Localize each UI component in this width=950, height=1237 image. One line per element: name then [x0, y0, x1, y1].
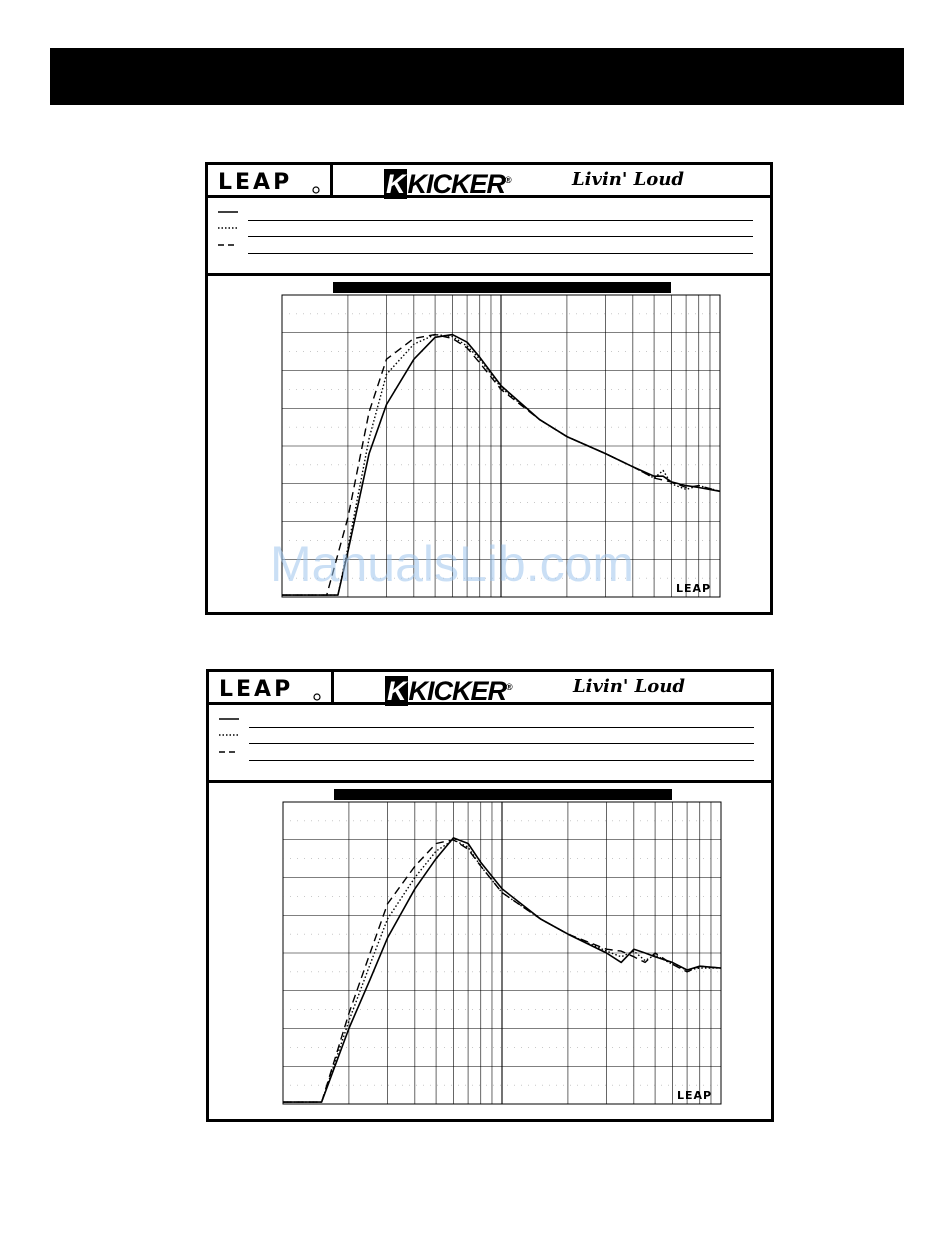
svg-text:LEAP: LEAP — [219, 677, 294, 702]
frequency-response-plot — [208, 276, 770, 612]
legend-label-line — [248, 253, 753, 254]
legend-label-line — [249, 727, 754, 728]
solid-line-swatch — [218, 207, 240, 217]
dotted-line-swatch — [218, 223, 240, 233]
plot-title — [334, 789, 672, 800]
solid-line-swatch — [219, 714, 241, 724]
legend-label-line — [248, 236, 753, 237]
plot-leap-logo: LEAP — [677, 1089, 713, 1102]
leap-logo — [209, 672, 334, 702]
legend-item-dashed — [219, 747, 754, 763]
watermark: ManualsLib.com — [270, 536, 635, 592]
leap-logo-graphic — [208, 165, 333, 195]
plot-area — [209, 783, 771, 1119]
kicker-logo: K KICKER® — [386, 169, 511, 199]
legend-item-dotted — [218, 223, 753, 239]
plot-leap-logo: LEAP — [676, 582, 712, 595]
response-chart-sheet-1 — [205, 162, 773, 615]
plot-title — [333, 282, 671, 293]
legend-label-line — [249, 760, 754, 761]
legend-label-line — [249, 743, 754, 744]
response-chart-sheet-2 — [206, 669, 774, 1122]
leap-logo-graphic — [209, 672, 334, 702]
livin-loud-logo: Livin' Loud — [572, 169, 684, 190]
legend-item-dotted — [219, 730, 754, 746]
brand-row — [209, 672, 771, 705]
legend-item-solid — [219, 714, 754, 730]
dashed-line-swatch — [218, 240, 240, 250]
brand-row — [208, 165, 770, 198]
svg-text:LEAP: LEAP — [218, 170, 293, 195]
frequency-response-plot — [209, 783, 771, 1119]
plot-area — [208, 276, 770, 612]
legend-item-solid — [218, 207, 753, 223]
legend-item-dashed — [218, 240, 753, 256]
legend — [209, 705, 771, 783]
header-bar — [50, 48, 904, 105]
livin-loud-logo: Livin' Loud — [573, 676, 685, 697]
leap-logo — [208, 165, 333, 195]
dotted-line-swatch — [219, 730, 241, 740]
kicker-logo: K KICKER® — [387, 676, 512, 706]
legend — [208, 198, 770, 276]
legend-label-line — [248, 220, 753, 221]
dashed-line-swatch — [219, 747, 241, 757]
